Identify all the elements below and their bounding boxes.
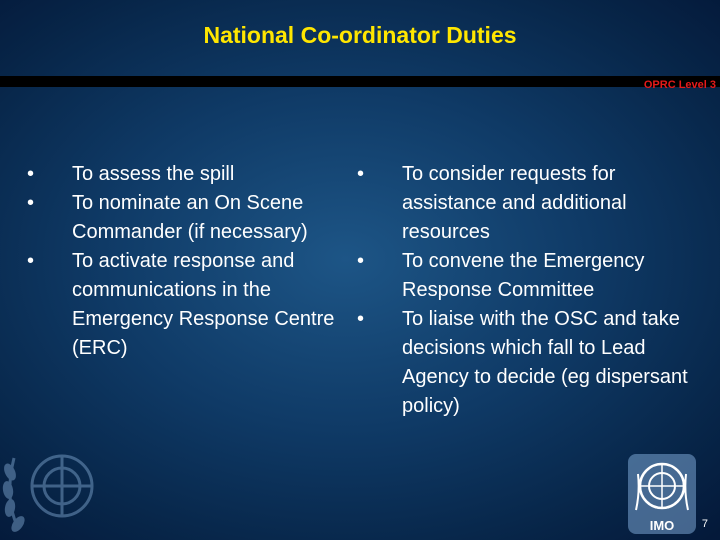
bullet-text: To convene the Emergency Response Committee xyxy=(402,250,645,301)
bullet-icon: • xyxy=(357,250,365,272)
bullet-item xyxy=(357,247,707,305)
bullet-icon: • xyxy=(27,192,35,214)
page-number: 7 xyxy=(701,518,708,530)
logo-label: IMO xyxy=(649,518,675,533)
bullet-item xyxy=(27,160,367,189)
bullet-item xyxy=(27,189,367,247)
imo-logo-icon xyxy=(626,452,698,536)
bullet-icon: • xyxy=(27,163,35,185)
bullet-icon: • xyxy=(357,163,365,185)
bullet-icon: • xyxy=(357,308,365,330)
right-bullet-list xyxy=(357,160,707,421)
bullet-text: To assess the spill xyxy=(72,163,235,185)
bullet-item xyxy=(357,305,707,421)
header-rule xyxy=(0,76,720,87)
un-emblem-icon xyxy=(0,428,100,540)
bullet-text: To liaise with the OSC and take decisions which fall to Lead Agency to decide (eg dispersant policy) xyxy=(402,308,688,417)
bullet-item xyxy=(27,247,367,363)
bullet-icon: • xyxy=(27,250,35,272)
left-bullet-list xyxy=(27,160,367,363)
level-tag: OPRC Level 3 xyxy=(643,79,716,91)
slide-title: National Co-ordinator Duties xyxy=(203,22,517,48)
bullet-text: To consider requests for assistance and additional resources xyxy=(402,163,627,243)
bullet-item xyxy=(357,160,707,247)
bullet-text: To activate response and communications in the Emergency Response Centre (ERC) xyxy=(72,250,335,359)
bullet-text: To nominate an On Scene Commander (if necessary) xyxy=(72,192,308,243)
